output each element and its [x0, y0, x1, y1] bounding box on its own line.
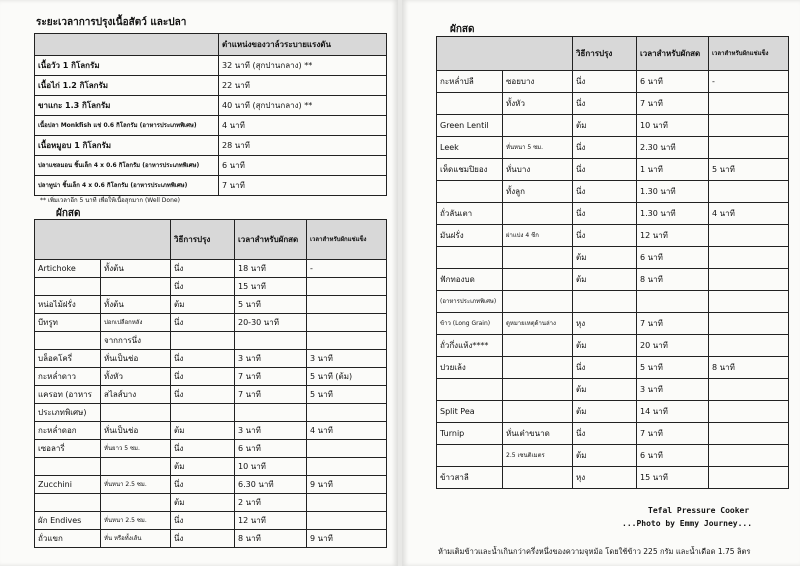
veg-method-cell: นึ่ง — [573, 423, 637, 445]
veg-prep-cell — [503, 357, 573, 379]
table-row — [35, 512, 387, 530]
meat-table-header: ตำแหน่งของวาล์วระบายแรงดัน — [219, 34, 387, 56]
veg-frozen-time-cell — [307, 494, 387, 512]
veg-name-cell: กะหล่ำดอก — [35, 422, 101, 440]
veg-fresh-time-cell — [235, 404, 307, 422]
veg-frozen-time-cell — [709, 225, 789, 247]
veg-fresh-time-cell: 5 นาที — [637, 357, 709, 379]
right-veg-frozen-header: เวลาสำหรับผักแช่แข็ง — [709, 37, 789, 71]
veg-method-cell: นึ่ง — [171, 476, 235, 494]
veg-method-cell: นึ่ง — [171, 530, 235, 548]
veg-prep-cell — [101, 404, 171, 422]
table-row — [437, 71, 789, 93]
veg-name-cell — [35, 494, 101, 512]
veg-fresh-time-cell: 1.30 นาที — [637, 203, 709, 225]
veg-prep-cell — [503, 467, 573, 489]
right-veg-empty-header — [437, 37, 573, 71]
veg-fresh-time-cell: 10 นาที — [235, 458, 307, 476]
veg-method-cell — [171, 404, 235, 422]
veg-method-cell: ต้ม — [573, 247, 637, 269]
veg-prep-cell — [503, 379, 573, 401]
veg-prep-cell: ดูหมายเหตุด้านล่าง — [503, 313, 573, 335]
veg-name-cell: ปวยเล้ง — [437, 357, 503, 379]
veg-prep-cell: หั่นหนา 2.5 ซม. — [101, 512, 171, 530]
veg-prep-cell — [503, 115, 573, 137]
veg-name-cell: ข้าว (Long Grain) — [437, 313, 503, 335]
veg-frozen-time-cell — [307, 332, 387, 350]
left-veg-title: ผักสด — [56, 208, 81, 219]
veg-fresh-time-cell: 2.30 นาที — [637, 137, 709, 159]
veg-fresh-time-cell: 7 นาที — [637, 423, 709, 445]
rice-footnote: ห้ามเติมข้าวและน้ำเกินกว่าครึ่งหนึ่งของความจุหม้อ โดยใช้ข้าว 225 กรัม และน้ำเดือด 1.75 ลิตร — [438, 547, 751, 556]
veg-frozen-time-cell — [307, 314, 387, 332]
veg-method-cell — [573, 291, 637, 313]
veg-name-cell — [35, 458, 101, 476]
left-page — [0, 0, 398, 566]
veg-fresh-time-cell: 18 นาที — [235, 260, 307, 278]
veg-name-cell: (อาหารประเภทพิเศษ) — [437, 291, 503, 313]
veg-frozen-time-cell: 5 นาที — [307, 386, 387, 404]
veg-fresh-time-cell: 5 นาที — [235, 296, 307, 314]
veg-prep-cell: หั่นหนา 2.5 ซม. — [101, 476, 171, 494]
veg-fresh-time-cell: 6 นาที — [637, 247, 709, 269]
veg-prep-cell: ทั้งลูก — [503, 181, 573, 203]
veg-name-cell — [437, 247, 503, 269]
veg-name-cell — [437, 445, 503, 467]
veg-frozen-time-cell: 4 นาที — [307, 422, 387, 440]
veg-frozen-time-cell — [709, 269, 789, 291]
veg-fresh-time-cell: 6.30 นาที — [235, 476, 307, 494]
veg-method-cell: ต้ม — [171, 296, 235, 314]
table-row — [35, 458, 387, 476]
veg-method-cell: ต้ม — [573, 335, 637, 357]
veg-frozen-time-cell — [307, 278, 387, 296]
veg-prep-cell: หั่นเต๋าขนาด — [503, 423, 573, 445]
veg-name-cell — [437, 181, 503, 203]
veg-method-cell: ต้ม — [573, 379, 637, 401]
veg-method-cell: นึ่ง — [171, 386, 235, 404]
veg-name-cell: ถั่วลันเตา — [437, 203, 503, 225]
table-row — [437, 93, 789, 115]
table-row — [437, 291, 789, 313]
veg-name-cell: บีทรูท — [35, 314, 101, 332]
meat-item-cell: เนื้อปลา Monkfish แช่ 0.6 กิโลกรัม (อาหารประเภทพิเศษ) — [35, 116, 219, 136]
veg-prep-cell: หั่นเป็นช่อ — [101, 422, 171, 440]
veg-frozen-time-cell — [709, 379, 789, 401]
veg-fresh-time-cell: 8 นาที — [637, 269, 709, 291]
meat-time-cell: 32 นาที (สุกปานกลาง) ** — [219, 56, 387, 76]
veg-fresh-time-cell: 3 นาที — [235, 350, 307, 368]
veg-fresh-time-cell: 7 นาที — [235, 386, 307, 404]
veg-fresh-time-cell: 6 นาที — [637, 71, 709, 93]
veg-prep-cell: จากการนึ่ง — [101, 332, 171, 350]
veg-fresh-time-cell: 7 นาที — [235, 368, 307, 386]
veg-fresh-time-cell: 14 นาที — [637, 401, 709, 423]
veg-name-cell: กะหล่ำปลี — [437, 71, 503, 93]
veg-fresh-time-cell: 6 นาที — [235, 440, 307, 458]
veg-method-cell: ต้ม — [573, 445, 637, 467]
veg-prep-cell: ทั้งหัว — [101, 368, 171, 386]
veg-frozen-time-cell: 5 นาที (ต้ม) — [307, 368, 387, 386]
veg-frozen-time-cell: - — [307, 260, 387, 278]
veg-frozen-time-cell — [709, 93, 789, 115]
table-row — [35, 56, 387, 76]
veg-method-cell: นึ่ง — [171, 260, 235, 278]
veg-frozen-time-cell — [709, 445, 789, 467]
veg-prep-cell: 2.5 เซนติเมตร — [503, 445, 573, 467]
veg-name-cell — [35, 332, 101, 350]
veg-method-cell: นึ่ง — [573, 71, 637, 93]
veg-prep-cell: ปอกเปลือกหลัง — [101, 314, 171, 332]
veg-fresh-time-cell: 3 นาที — [235, 422, 307, 440]
veg-frozen-time-cell — [709, 137, 789, 159]
veg-frozen-time-cell — [709, 115, 789, 137]
veg-prep-cell: หั่นบาง — [503, 159, 573, 181]
veg-fresh-time-cell: 7 นาที — [637, 93, 709, 115]
veg-frozen-time-cell — [307, 440, 387, 458]
table-row — [35, 296, 387, 314]
table-row — [35, 386, 387, 404]
veg-method-cell: นึ่ง — [171, 350, 235, 368]
table-row — [437, 225, 789, 247]
table-row — [35, 136, 387, 156]
veg-fresh-time-cell: 7 นาที — [637, 313, 709, 335]
table-row — [35, 494, 387, 512]
veg-method-cell — [171, 332, 235, 350]
veg-method-cell: นึ่ง — [573, 137, 637, 159]
veg-frozen-time-cell: 9 นาที — [307, 530, 387, 548]
veg-name-cell: ประเภทพิเศษ) — [35, 404, 101, 422]
veg-frozen-time-cell — [709, 467, 789, 489]
meat-item-cell: ขาแกะ 1.3 กิโลกรัม — [35, 96, 219, 116]
veg-method-cell: นึ่ง — [573, 93, 637, 115]
table-row — [35, 260, 387, 278]
veg-fresh-time-cell — [637, 291, 709, 313]
veg-frozen-time-cell: 8 นาที — [709, 357, 789, 379]
veg-method-cell: ต้ม — [171, 458, 235, 476]
veg-frozen-time-cell — [709, 423, 789, 445]
table-row — [437, 467, 789, 489]
veg-frozen-time-cell — [307, 512, 387, 530]
veg-prep-cell: หั่นเป็นช่อ — [101, 350, 171, 368]
veg-name-cell: เซอลารี่ — [35, 440, 101, 458]
veg-prep-cell: ซอยบาง — [503, 71, 573, 93]
veg-name-cell: มันฝรั่ง — [437, 225, 503, 247]
veg-method-cell: นึ่ง — [573, 357, 637, 379]
table-row — [35, 476, 387, 494]
veg-frozen-time-cell — [307, 404, 387, 422]
veg-fresh-time-cell: 1.30 นาที — [637, 181, 709, 203]
veg-name-cell — [35, 278, 101, 296]
veg-method-cell: ต้ม — [573, 401, 637, 423]
veg-name-cell: Split Pea — [437, 401, 503, 423]
veg-prep-cell: ผ่าแบ่ง 4 ชีก — [503, 225, 573, 247]
meat-time-cell: 4 นาที — [219, 116, 387, 136]
veg-fresh-time-cell: 12 นาที — [637, 225, 709, 247]
veg-prep-cell: ทั้งหัว — [503, 93, 573, 115]
table-row — [437, 401, 789, 423]
veg-method-cell: นึ่ง — [171, 278, 235, 296]
table-row — [437, 445, 789, 467]
table-row — [437, 357, 789, 379]
left-veg-method-header: วิธีการปรุง — [171, 220, 235, 260]
veg-method-cell: นึ่ง — [573, 203, 637, 225]
table-row — [437, 269, 789, 291]
table-row — [437, 115, 789, 137]
right-veg-method-header: วิธีการปรุง — [573, 37, 637, 71]
table-row — [35, 422, 387, 440]
veg-fresh-time-cell: 20 นาที — [637, 335, 709, 357]
veg-prep-cell: หั่นหนา 5 ซม. — [503, 137, 573, 159]
table-row — [35, 350, 387, 368]
table-row — [35, 76, 387, 96]
veg-name-cell: Leek — [437, 137, 503, 159]
veg-method-cell: หุง — [573, 313, 637, 335]
meat-fish-title: ระยะเวลาการปรุงเนื้อสัตว์ และปลา — [36, 17, 187, 28]
left-veg-fresh-header: เวลาสำหรับผักสด — [235, 220, 307, 260]
veg-name-cell: กะหล่ำดาว — [35, 368, 101, 386]
veg-frozen-time-cell — [709, 401, 789, 423]
veg-method-cell: หุง — [573, 467, 637, 489]
meat-item-cell: ปลาแซลมอน ชิ้นเล็ก 4 x 0.6 กิโลกรัม (อาหารประเภทพิเศษ) — [35, 156, 219, 176]
meat-table-empty-header — [35, 34, 219, 56]
veg-method-cell: ต้ม — [171, 422, 235, 440]
veg-fresh-time-cell: 15 นาที — [235, 278, 307, 296]
veg-name-cell: ฟักทองบด — [437, 269, 503, 291]
veg-name-cell: Turnip — [437, 423, 503, 445]
table-row — [35, 530, 387, 548]
veg-prep-cell — [503, 269, 573, 291]
veg-prep-cell — [503, 203, 573, 225]
veg-frozen-time-cell — [307, 296, 387, 314]
veg-method-cell: นึ่ง — [171, 440, 235, 458]
left-veg-table — [34, 219, 387, 548]
veg-method-cell: ต้ม — [573, 115, 637, 137]
table-row — [437, 137, 789, 159]
left-veg-empty-header — [35, 220, 171, 260]
veg-name-cell: ถั่วกึ่งแห้ง**** — [437, 335, 503, 357]
veg-fresh-time-cell: 1 นาที — [637, 159, 709, 181]
veg-prep-cell — [101, 278, 171, 296]
veg-method-cell: นึ่ง — [573, 181, 637, 203]
veg-method-cell: นึ่ง — [573, 159, 637, 181]
table-row — [35, 278, 387, 296]
veg-name-cell: Green Lentil — [437, 115, 503, 137]
veg-name-cell: บล็อคโครี่ — [35, 350, 101, 368]
veg-name-cell: หน่อไม้ฝรั่ง — [35, 296, 101, 314]
veg-frozen-time-cell: - — [709, 71, 789, 93]
veg-prep-cell: ทั้งต้น — [101, 296, 171, 314]
meat-item-cell: เนื้อวัว 1 กิโลกรัม — [35, 56, 219, 76]
veg-name-cell: ถั่วแขก — [35, 530, 101, 548]
veg-fresh-time-cell: 10 นาที — [637, 115, 709, 137]
table-row — [35, 404, 387, 422]
table-row — [35, 332, 387, 350]
table-row — [437, 181, 789, 203]
veg-prep-cell: หั่น หรือทั้งเส้น — [101, 530, 171, 548]
left-veg-frozen-header: เวลาสำหรับผักแช่แข็ง — [307, 220, 387, 260]
veg-method-cell: นึ่ง — [171, 368, 235, 386]
veg-name-cell: Zucchini — [35, 476, 101, 494]
veg-frozen-time-cell — [709, 335, 789, 357]
meat-time-cell: 22 นาที — [219, 76, 387, 96]
veg-prep-cell — [101, 494, 171, 512]
right-veg-table — [436, 36, 789, 489]
veg-frozen-time-cell: 9 นาที — [307, 476, 387, 494]
table-row — [437, 159, 789, 181]
photo-credit-line1: Tefal Pressure Cooker — [648, 506, 750, 515]
veg-method-cell: ต้ม — [171, 494, 235, 512]
table-row — [437, 379, 789, 401]
veg-fresh-time-cell: 12 นาที — [235, 512, 307, 530]
photo-credit-line2: ...Photo by Emmy Journey... — [622, 519, 753, 528]
veg-prep-cell: สไลส์บาง — [101, 386, 171, 404]
veg-frozen-time-cell: 3 นาที — [307, 350, 387, 368]
veg-frozen-time-cell: 5 นาที — [709, 159, 789, 181]
veg-fresh-time-cell: 15 นาที — [637, 467, 709, 489]
table-row — [437, 423, 789, 445]
veg-fresh-time-cell: 8 นาที — [235, 530, 307, 548]
well-done-note: ** เพิ่มเวลาอีก 5 นาที เพื่อให้เนื้อสุกมาก (Well Done) — [40, 197, 180, 204]
right-veg-fresh-header: เวลาสำหรับผักสด — [637, 37, 709, 71]
veg-prep-cell: ทั้งต้น — [101, 260, 171, 278]
right-veg-title: ผักสด — [450, 24, 475, 35]
meat-item-cell: ปลาทูน่า ชิ้นเล็ก 4 x 0.6 กิโลกรัม (อาหารประเภทพิเศษ) — [35, 176, 219, 196]
veg-frozen-time-cell — [709, 181, 789, 203]
veg-fresh-time-cell: 3 นาที — [637, 379, 709, 401]
veg-name-cell: Artichoke — [35, 260, 101, 278]
meat-fish-table — [34, 33, 387, 196]
meat-time-cell: 40 นาที (สุกปานกลาง) ** — [219, 96, 387, 116]
veg-prep-cell — [101, 458, 171, 476]
veg-prep-cell — [503, 291, 573, 313]
table-row — [437, 203, 789, 225]
veg-name-cell: เห็ดแชมปิยอง — [437, 159, 503, 181]
table-row — [437, 313, 789, 335]
veg-prep-cell: หั่นยาว 5 ซม. — [101, 440, 171, 458]
veg-method-cell: นึ่ง — [573, 225, 637, 247]
veg-name-cell: ข้าวสาลี — [437, 467, 503, 489]
veg-name-cell: ผัก Endives — [35, 512, 101, 530]
table-row — [35, 116, 387, 136]
veg-name-cell — [437, 379, 503, 401]
meat-time-cell: 28 นาที — [219, 136, 387, 156]
veg-fresh-time-cell: 6 นาที — [637, 445, 709, 467]
table-row — [437, 335, 789, 357]
meat-time-cell: 7 นาที — [219, 176, 387, 196]
right-page — [402, 0, 800, 566]
veg-fresh-time-cell — [235, 332, 307, 350]
table-row — [35, 314, 387, 332]
meat-time-cell: 6 นาที — [219, 156, 387, 176]
veg-frozen-time-cell: 4 นาที — [709, 203, 789, 225]
veg-name-cell — [437, 93, 503, 115]
veg-fresh-time-cell: 20-30 นาที — [235, 314, 307, 332]
table-row — [35, 156, 387, 176]
veg-frozen-time-cell — [709, 291, 789, 313]
table-row — [35, 96, 387, 116]
veg-frozen-time-cell — [307, 458, 387, 476]
table-row — [35, 440, 387, 458]
veg-fresh-time-cell: 2 นาที — [235, 494, 307, 512]
meat-item-cell: เนื้อหมูอบ 1 กิโลกรัม — [35, 136, 219, 156]
veg-prep-cell — [503, 247, 573, 269]
veg-method-cell: นึ่ง — [171, 314, 235, 332]
veg-prep-cell — [503, 335, 573, 357]
meat-item-cell: เนื้อไก่ 1.2 กิโลกรัม — [35, 76, 219, 96]
table-row — [35, 368, 387, 386]
table-row — [437, 247, 789, 269]
veg-method-cell: ต้ม — [573, 269, 637, 291]
veg-name-cell: แครอท (อาหาร — [35, 386, 101, 404]
veg-frozen-time-cell — [709, 313, 789, 335]
veg-frozen-time-cell — [709, 247, 789, 269]
veg-prep-cell — [503, 401, 573, 423]
table-row — [35, 176, 387, 196]
veg-method-cell: นึ่ง — [171, 512, 235, 530]
